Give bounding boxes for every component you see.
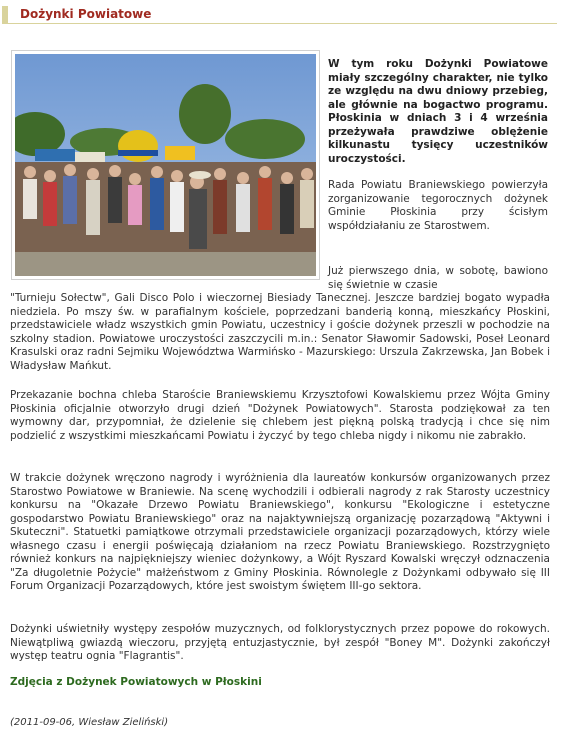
intro-column [328, 58, 548, 233]
paragraph-music: Dożynki uświetniły występy zespołów muzycznych, od folklorystycznych przez popowe do rokowych. Niewątpliwą gwiazdą wieczoru, przyjętą entuzjastycznie, był zespół "Boney M". Dożynki zakończył występ teatru ognia "Flagrantis". [10, 623, 550, 662]
article-title: Dożynki Powiatowe [20, 7, 152, 21]
article-header [2, 6, 557, 24]
article-footer: (2011-09-06, Wiesław Zieliński) [10, 717, 169, 728]
paragraph-council: Rada Powiatu Braniewskiego powierzyła zorganizowanie tegorocznych dożynek Gminie Płoskinia przy ścisłym współdziałaniu ze Starostwem. [328, 179, 548, 232]
paragraph-bread: Przekazanie bochna chleba Staroście Braniewskiemu Krzysztofowi Kowalskiemu przez Wójta Gminy Płoskinia oficjalnie otworzyło drugi dzień "Dożynek Powiatowych". Starosta podziękował za ten wymowny dar, przypomniał, że dzielenie się chlebem jest piękną polską tradycją i chce się nim podzielić z wszystkimi mieszkańcami Powiatu i życzyć by tego chleba nigdy i nikomu nie zabrakło. [10, 389, 550, 442]
paragraph-awards: W trakcie dożynek wręczono nagrody i wyróżnienia dla laureatów konkursów organizowanych przez Starostwo Powiatowe w Braniewie. Na scenę wychodzili i odbierali nagrody z rak Starosty uczestnicy konkursu na "Okazałe Drzewo Powiatu Braniewskiego", konkursu "Ekologiczne i estetyczne gospodarstwo Powiatu Braniewskiego" oraz na najaktywniejszą organizację pozarządową "Aktywni i Skuteczni". Statuetki pamiątkowe otrzymali przedstawiciele organizacji pozarządowych, którzy wiele własnego czasu i energii poświęcają działaniom na rzecz Powiatu Braniewskiego. Rozstrzygnięto również konkurs na najpiękniejszy wieniec dożynkowy, a Wójt Ryszard Kowalski wręczył odznaczenia "Za długoletnie Pożycie" małżeństwom z Gminy Płoskinia. Równolegle z Dożynkami odbywało się III Forum Organizacji Pozarządowych, które jest swoistym świętem III-go sektora. [10, 472, 550, 592]
article-photo [11, 50, 320, 280]
festival-crowd-photo [15, 54, 316, 276]
gallery-link[interactable]: Zdjęcia z Dożynek Powiatowych w Płoskini [10, 676, 262, 688]
paragraph-saturday-start: Już pierwszego dnia, w sobotę, bawiono się świetnie w czasie [328, 265, 548, 291]
article-lead: W tym roku Dożynki Powiatowe miały szczególny charakter, nie tylko ze względu na dwu dniowy przebieg, ale głównie na bogactwo programu. Płoskinia w dniach 3 i 4 września przeżywała prawdziwe oblężenie kilkunastu tysięcy uczestników uroczystości. [328, 58, 548, 165]
paragraph-saturday: "Turnieju Sołectw", Gali Disco Polo i wieczornej Biesiady Tanecznej. Jeszcze bardziej bogato wypadła niedziela. Po mszy św. w parafialnym kościele, poprzedzani banderią konną, mieszkańcy Płoskini, przedstawiciele władz wszystkich gmin Powiatu, uczestnicy i goście dożynek przeszli w pochodzie na szkolny stadion. Powiatowe uroczystości zaszczycili m.in.: Senator Sławomir Sadowski, Poseł Leonard Krasulski oraz radni Sejmiku Województwa Warmińsko - Mazurskiego: Urszula Zakrzewska, Jan Bobek i Władysław Mańkut. [10, 292, 550, 372]
